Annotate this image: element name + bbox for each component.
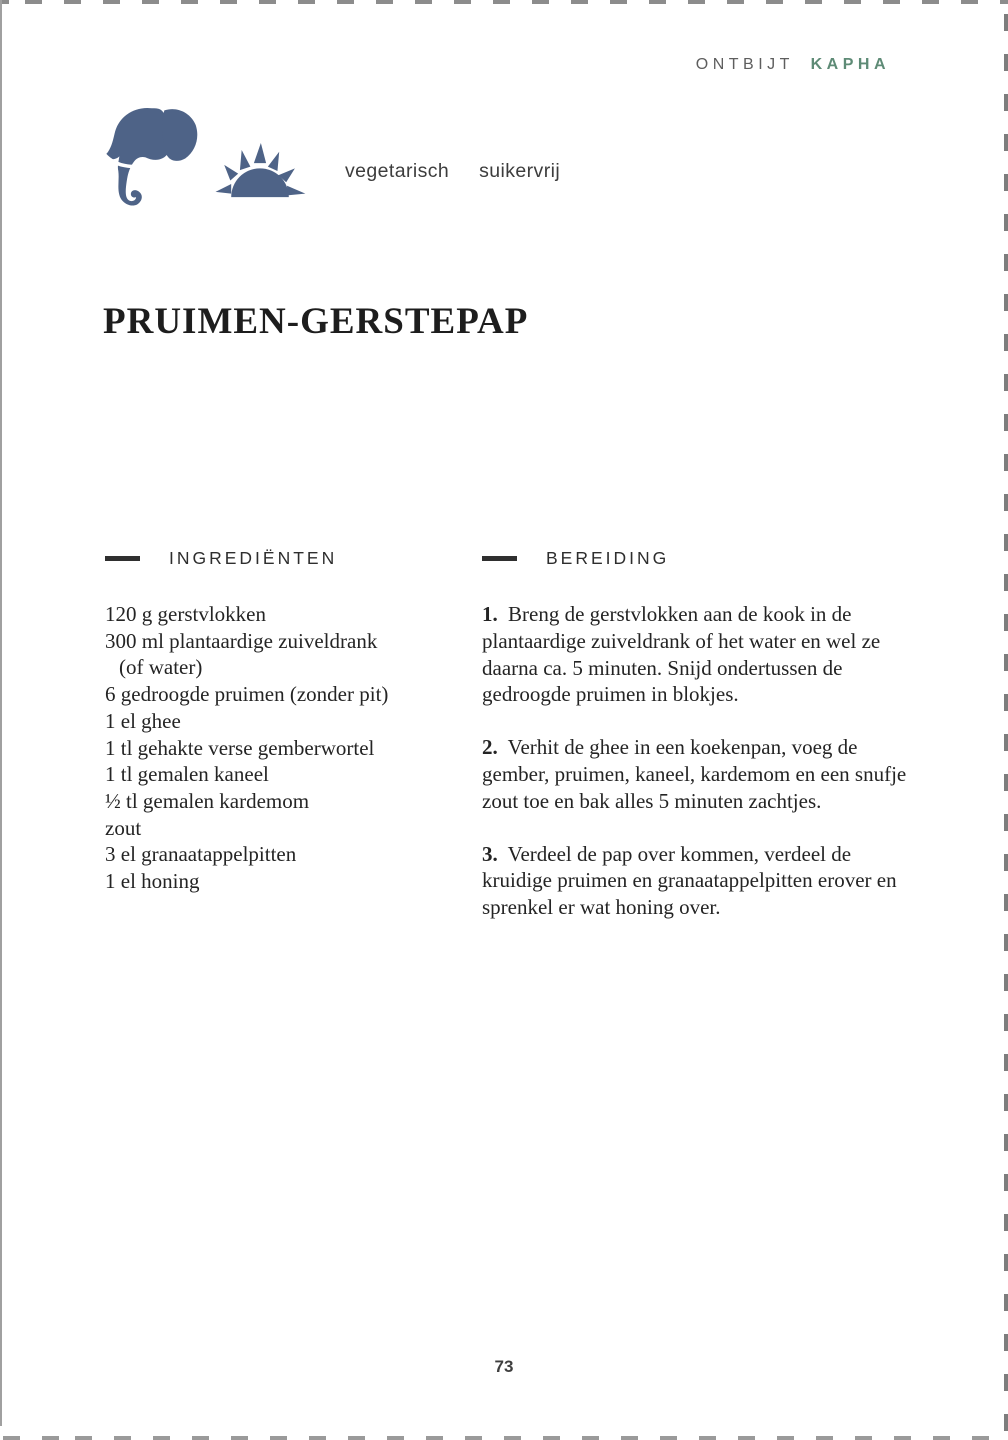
preparation-step: 3. Verdeel de pap over kommen, verdeel de kruidige pruimen en granaatappelpitten erover en sprenkel er wat honing over. [482,841,897,920]
ingredients-column [105,548,477,895]
diet-label-vegetarian: vegetarisch [345,160,450,182]
preparation-steps [482,601,914,921]
ingredient-line: zout [105,815,142,840]
diet-label-sugarfree: suikervrij [479,160,561,182]
trim-dash-bottom [0,1436,1008,1440]
step-number: 2. [482,735,498,760]
chapter-header [696,56,890,74]
page-number: 73 [494,1357,514,1376]
step-number: 3. [482,841,498,866]
ingredient-line: 1 el honing [105,869,200,894]
ingredient-line: 120 g gerstvlokken [105,602,266,626]
trim-dash-top [0,0,1008,4]
ingredient-line: 1 tl gemalen kaneel [105,762,269,787]
ingredients-heading-label: INGREDIËNTEN [169,548,338,568]
trim-line-left [0,0,2,1426]
heading-dash-icon [482,556,517,561]
ingredient-line: ½ tl gemalen kardemom [105,788,310,813]
preparation-step: 2. Verhit de ghee in een koekenpan, voeg de gember, pruimen, kaneel, kardemom en een snufje zout toe en bak alles 5 minuten zachtjes. [482,735,907,813]
ingredient-line: 300 ml plantaardige zuiveldrank [105,628,378,653]
ingredient-line: 1 el ghee [105,708,181,733]
preparation-step: 1. Breng de gerstvlokken aan de kook in de plantaardige zuiveldrank of het water en wel ze daarna ca. 5 minuten. Snijd ondertussen de gedroogde pruimen in blokjes. [482,602,881,707]
ingredients-list [105,601,477,895]
dosha-name: KAPHA [810,56,890,73]
ingredients-heading [105,548,477,569]
rising-sun-icon [212,138,308,210]
ingredient-line: 3 el granaatappelpitten [105,842,297,867]
recipe-title: PRUIMEN-GERSTEPAP [103,301,529,342]
preparation-heading-label: BEREIDING [546,548,670,568]
elephant-icon [98,102,216,217]
ingredient-line: 6 gedroogde pruimen (zonder pit) [105,682,389,707]
preparation-column [482,548,914,947]
diet-labels [345,160,560,183]
preparation-heading [482,548,914,569]
step-number: 1. [482,602,498,626]
chapter-name: ONTBIJT [695,56,794,73]
heading-dash-icon [105,556,140,561]
ingredient-line: 1 tl gehakte verse gemberwortel [105,735,375,760]
ingredient-line: (of water) [119,655,203,680]
trim-dash-right [1004,0,1008,1440]
